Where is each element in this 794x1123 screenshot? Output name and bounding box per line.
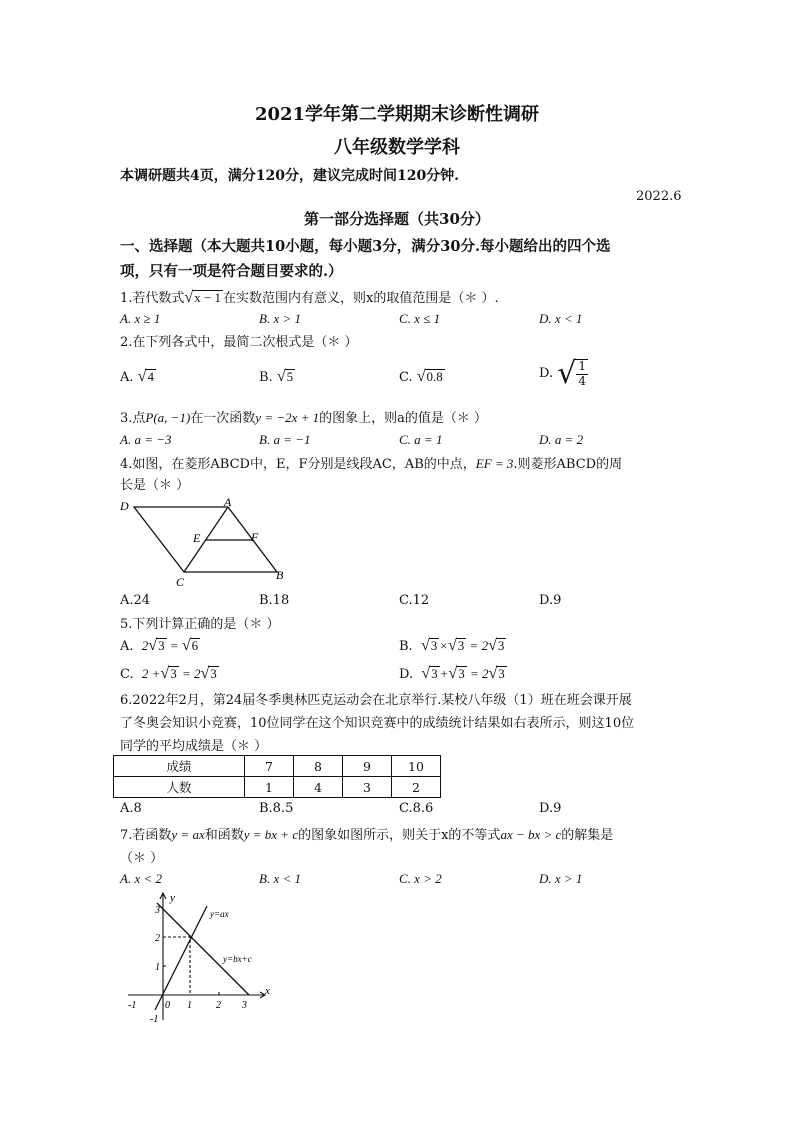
q5-b-op: × [439,638,449,653]
q5-b-eq: = 2 [469,638,489,653]
q5-option-c: C. 2 +√3 = 2√3 [120,665,217,682]
q2-stem: 2.在下列各式中，最简二次根式是（＊ ） [120,335,358,350]
q3-option-a: A. a = −3 [120,432,172,447]
q1-stem: 1.若代数式√x − 1 在实数范围内有意义，则x的取值范围是（＊ ）. [120,289,499,306]
q5-option-d: D. √3 +√3 = 2√3 [399,665,505,682]
q7-stem-c: 的图象如图所示，则关于x的不等式 [298,828,501,843]
q5-d-rad1: 3 [431,666,438,681]
q7-inequality: ax − bx > c [500,827,562,842]
label-e: E [193,531,201,545]
q6-stem-line1: 6.2022年2月，第24届冬季奥林匹克运动会在北京举行.某校八年级（1）班在班会课开展 [120,693,632,708]
label-d: D [120,499,129,513]
table-cell: 8 [294,756,343,777]
x-tick-label-neg1: -1 [128,1000,137,1011]
part1-title: 第一部分选择题（共30分） [304,210,490,228]
q4-stem-line1 [120,453,622,472]
q5-option-b: B. √3 ×√3 = 2√3 [399,637,505,654]
y-tick-label-2: 2 [155,933,160,944]
y-axis-label: y [170,892,175,904]
q5-c-term: 2 + [141,666,161,681]
table-cell: 9 [343,756,392,777]
label-b: B [276,568,284,582]
y-tick-label-neg1: -1 [150,1014,159,1025]
q5-a-rad2: 6 [191,638,199,653]
q5-c-rad1: 3 [170,666,177,681]
q7-option-d: D. x > 1 [539,871,583,886]
q2-option-b-radicand: 5 [286,369,294,384]
q4-option-c: C.12 [399,593,430,608]
table-cell: 成绩 [114,756,245,777]
q3-stem-mid: 在一次函数 [190,411,256,426]
exam-title: 2021学年第二学期期末诊断性调研 [254,104,540,125]
q2-option-a: A. √4 [120,368,154,385]
q5-c-label: C. [120,667,134,682]
q3-point: P(a, −1) [145,410,191,425]
q5-stem: 5.下列计算正确的是（＊ ） [120,617,280,632]
q5-b-label: B. [399,639,413,654]
q2-option-d-label: D. [539,366,554,381]
table-row [114,756,441,777]
y-tick-label-3: 3 [155,905,160,916]
x-tick-label-1: 1 [187,1000,192,1011]
q5-c-eq: = 2 [181,666,201,681]
line-y-bx-c [157,903,249,995]
q5-d-rad3: 3 [498,666,505,681]
q4-stem-line2: 长是（＊ ） [120,478,190,493]
q5-b-rad3: 3 [497,638,505,653]
q5-a-label: A. [120,639,134,654]
q2-option-d: D. √ $\frac{1}{4}$ [539,356,586,391]
q5-d-op: + [439,666,449,681]
y-tick-label-1: 1 [155,962,160,973]
q7-stem-d: 的解集是 [561,828,614,843]
q3-stem-post: 的图象上，则a的值是（＊ ） [319,411,488,426]
q7-option-c: C. x > 2 [399,871,442,886]
q7-option-b: B. x < 1 [259,871,301,886]
q5-c-rad2: 3 [210,666,217,681]
q4-option-a: A.24 [120,593,151,608]
q7-stem-b: 和函数 [204,828,244,843]
table-cell: 4 [294,777,343,798]
table-cell: 7 [245,756,294,777]
q7-stem-line2: （＊ ） [120,851,164,866]
q6-option-c: C.8.6 [399,801,434,816]
table-cell: 10 [392,756,441,777]
q5-option-a: A. 2√3 = √6 [120,637,199,654]
q6-score-table [113,755,441,798]
q5-b-rad1: 3 [430,638,438,653]
q5-a-rad1: 3 [158,638,165,653]
q7-option-a: A. x < 2 [120,871,162,886]
label-y-ax: y=ax [210,909,229,919]
q2-option-d-denominator: 4 [578,373,586,388]
q2-option-b: B. √5 [259,368,294,385]
x-tick-label-2: 2 [216,1000,221,1011]
q3-option-d: D. a = 2 [539,432,584,447]
q1-option-d: D. x < 1 [539,311,583,326]
q1-stem-pre: 1.若代数式 [120,291,185,306]
exam-subject: 八年级数学学科 [334,137,460,158]
q7-function-1: y = ax [171,827,205,842]
q1-option-c: C. x ≤ 1 [399,311,441,326]
q6-option-a: A.8 [120,801,142,816]
q5-d-rad2: 3 [458,666,465,681]
label-c: C [176,575,185,589]
table-cell: 1 [245,777,294,798]
q5-a-coef: 2 [141,638,149,653]
q7-stem-line1 [120,824,613,843]
q3-option-b: B. a = −1 [259,432,311,447]
q2-option-c: C. √0.8 [399,368,443,385]
q4-equation: EF = 3 [475,456,514,471]
q6-stem-line2: 了冬奥会知识小竞赛，10位同学在这个知识竞赛中的成绩统计结果如右表所示，则这10位 [120,716,635,731]
table-cell: 2 [392,777,441,798]
section-desc-line2: 项，只有一项是符合题目要求的.） [120,263,343,280]
q4-stem-pre: 4.如图，在菱形ABCD中，E，F分别是线段AC，AB的中点， [120,457,476,472]
q1-radicand: x − 1 [194,290,222,305]
q5-b-rad2: 3 [457,638,465,653]
q4-rhombus-figure [112,496,297,591]
q5-d-eq: = 2 [469,666,489,681]
table-cell: 3 [343,777,392,798]
q2-option-d-numerator: 1 [578,359,586,374]
table-row [114,777,441,798]
x-axis-label: x [265,985,270,997]
table-cell: 人数 [114,777,245,798]
q2-option-c-radicand: 0.8 [426,369,443,384]
q3-stem-pre: 3.点 [120,411,146,426]
x-tick-label-3: 3 [242,1000,247,1011]
exam-info: 本调研题共4页，满分120分，建议完成时间120分钟. [120,168,460,184]
q7-function-graph [122,888,282,1028]
q5-d-label: D. [399,667,414,682]
q1-stem-post: 在实数范围内有意义，则x的取值范围是（＊ ）. [223,291,499,306]
q3-option-c: C. a = 1 [399,432,443,447]
q7-stem-a: 7.若函数 [120,828,172,843]
q2-option-a-radicand: 4 [147,369,154,384]
q2-option-c-label: C. [399,370,413,385]
q5-a-eq: = [169,638,179,653]
q2-option-a-label: A. [120,370,134,385]
q3-stem [120,407,487,426]
origin-label: 0 [165,1000,170,1011]
section-desc-line1: 一、选择题（本大题共10小题，每小题3分，满分30分.每小题给出的四个选 [120,238,611,255]
q1-option-a: A. x ≥ 1 [120,311,161,326]
q6-option-b: B.8.5 [259,801,294,816]
q4-stem-post: .则菱形ABCD的周 [513,457,623,472]
label-a: A [224,496,232,509]
exam-date: 2022.6 [636,189,682,204]
q2-option-b-label: B. [259,370,273,385]
q1-option-b: B. x > 1 [259,311,301,326]
label-f: F [251,530,259,544]
q6-option-d: D.9 [539,801,562,816]
q3-function: y = −2x + 1 [255,410,320,425]
q6-stem-line3: 同学的平均成绩是（＊ ） [120,739,268,754]
q7-function-2: y = bx + c [243,827,299,842]
label-y-bx-c: y=bx+c [223,954,252,964]
q4-option-d: D.9 [539,593,562,608]
q4-option-b: B.18 [259,593,290,608]
